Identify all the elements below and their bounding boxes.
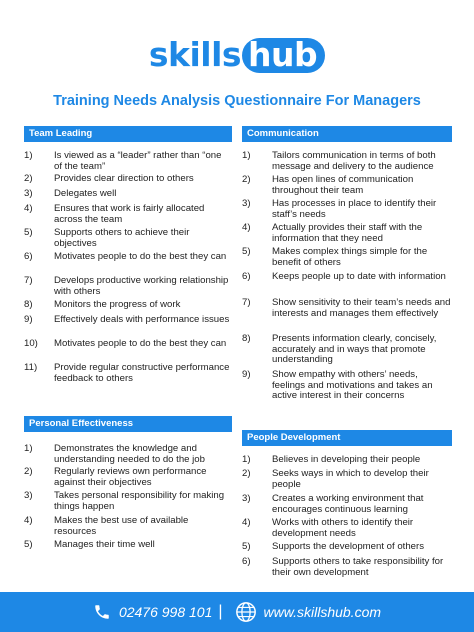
item-number: 5) bbox=[242, 246, 251, 257]
list-item bbox=[242, 370, 452, 406]
list-item bbox=[24, 174, 232, 189]
item-number: 7) bbox=[242, 297, 251, 308]
item-text: Actually provides their staff with the information that they need bbox=[272, 222, 423, 244]
item-text: Regularly reviews own performance against their objectives bbox=[54, 466, 207, 488]
item-text: Develops productive working relationship with others bbox=[54, 275, 229, 297]
item-text: Motivates people to do the best they can bbox=[54, 338, 227, 349]
item-text: Is viewed as a “leader” rather than “one of the team” bbox=[54, 150, 222, 172]
item-text: Supports the development of others bbox=[272, 541, 424, 552]
item-text: Takes personal responsibility for making things happen bbox=[54, 490, 225, 512]
list-item bbox=[242, 247, 452, 272]
globe-icon bbox=[235, 601, 257, 623]
item-text: Show sensitivity to their team’s needs and interests and manages them effectively bbox=[272, 297, 451, 319]
item-number: 4) bbox=[242, 517, 251, 528]
list-item bbox=[24, 516, 232, 540]
list-item bbox=[24, 151, 232, 174]
item-number: 6) bbox=[242, 556, 251, 567]
list-item bbox=[24, 467, 232, 491]
section-header-communication: Communication bbox=[242, 126, 452, 142]
list-item bbox=[24, 339, 232, 363]
document-title: Training Needs Analysis Questionnaire For Managers bbox=[53, 93, 421, 109]
item-number: 6) bbox=[24, 251, 33, 262]
section-header-people-development: People Development bbox=[242, 430, 452, 446]
item-text: Works with others to identify their development needs bbox=[272, 517, 414, 539]
item-number: 2) bbox=[242, 468, 251, 479]
footer-website[interactable] bbox=[235, 601, 381, 623]
list-item bbox=[242, 455, 452, 469]
item-number: 2) bbox=[24, 173, 33, 184]
item-text: Creates a working environment that encourages continuous learning bbox=[272, 493, 424, 515]
item-text: Ensures that work is fairly allocated across the team bbox=[54, 203, 205, 225]
phone-number: 02476 998 101 bbox=[118, 604, 213, 620]
item-text: Tailors communication in terms of both message and delivery to the audience bbox=[272, 150, 436, 172]
item-text: Demonstrates the knowledge and understanding needed to do the job bbox=[54, 443, 205, 465]
item-text: Provides clear direction to others bbox=[54, 173, 194, 184]
item-number: 11) bbox=[24, 362, 38, 373]
communication-list bbox=[242, 151, 452, 406]
item-number: 5) bbox=[242, 541, 251, 552]
item-number: 4) bbox=[242, 222, 251, 233]
website-url: www.skillshub.com bbox=[263, 604, 382, 620]
item-number: 4) bbox=[24, 203, 33, 214]
list-item bbox=[242, 175, 452, 199]
item-number: 9) bbox=[24, 314, 33, 325]
people-development-list bbox=[242, 455, 452, 581]
list-item bbox=[24, 444, 232, 467]
list-item bbox=[24, 252, 232, 276]
item-number: 10) bbox=[24, 338, 38, 349]
item-number: 1) bbox=[24, 443, 33, 454]
personal-effectiveness-list bbox=[24, 444, 232, 555]
item-text: Provide regular constructive performance feedback to others bbox=[54, 362, 230, 384]
item-number: 1) bbox=[24, 150, 33, 161]
item-number: 5) bbox=[24, 227, 33, 238]
item-number: 4) bbox=[24, 515, 33, 526]
skillshub-logo bbox=[0, 35, 474, 74]
item-number: 3) bbox=[24, 490, 33, 501]
item-text: Keeps people up to date with information bbox=[272, 271, 446, 282]
list-item bbox=[242, 223, 452, 247]
item-text: Supports others to achieve their objectives bbox=[54, 227, 190, 249]
list-item bbox=[24, 204, 232, 228]
list-item bbox=[24, 315, 232, 339]
list-item bbox=[24, 491, 232, 516]
list-item bbox=[242, 542, 452, 557]
logo-hub-badge: hub bbox=[242, 38, 325, 73]
item-text: Seeks ways in which to develop their people bbox=[272, 468, 429, 490]
item-text: Believes in developing their people bbox=[272, 454, 421, 465]
list-item bbox=[242, 151, 452, 175]
list-item bbox=[242, 272, 452, 298]
item-text: Makes complex things simple for the benefit of others bbox=[272, 246, 428, 268]
item-number: 1) bbox=[242, 454, 251, 465]
item-number: 2) bbox=[242, 174, 251, 185]
item-text: Has open lines of communication throughout their team bbox=[272, 174, 414, 196]
footer-bar bbox=[0, 592, 474, 632]
list-item bbox=[24, 363, 232, 387]
logo-skills: skills bbox=[148, 35, 242, 74]
item-text: Supports others to take responsibility for their own development bbox=[272, 556, 444, 578]
item-text: Show empathy with others’ needs, feelings and motivations and takes an active interest in their concerns bbox=[272, 369, 433, 402]
item-text: Has processes in place to identify their staff’s needs bbox=[272, 198, 437, 220]
item-number: 7) bbox=[24, 275, 33, 286]
list-item bbox=[242, 298, 452, 334]
list-item bbox=[242, 557, 452, 581]
item-number: 6) bbox=[242, 271, 251, 282]
list-item bbox=[24, 189, 232, 204]
list-item bbox=[242, 518, 452, 542]
list-item bbox=[24, 300, 232, 315]
item-text: Manages their time well bbox=[54, 539, 155, 550]
list-item bbox=[242, 469, 452, 494]
footer-phone[interactable] bbox=[93, 603, 212, 621]
section-header-personal-effectiveness: Personal Effectiveness bbox=[24, 416, 232, 432]
item-text: Motivates people to do the best they can bbox=[54, 251, 227, 262]
list-item bbox=[24, 228, 232, 252]
list-item bbox=[24, 540, 232, 555]
item-number: 1) bbox=[242, 150, 251, 161]
phone-icon bbox=[93, 603, 111, 621]
item-text: Effectively deals with performance issues bbox=[54, 314, 230, 325]
list-item bbox=[24, 276, 232, 300]
item-number: 5) bbox=[24, 539, 33, 550]
item-number: 8) bbox=[24, 299, 33, 310]
list-item bbox=[242, 334, 452, 370]
list-item bbox=[242, 199, 452, 223]
item-text: Makes the best use of available resources bbox=[54, 515, 189, 537]
footer-separator: | bbox=[218, 603, 223, 620]
item-text: Monitors the progress of work bbox=[54, 299, 181, 310]
logo-wordmark bbox=[148, 35, 325, 74]
item-number: 3) bbox=[242, 198, 251, 209]
item-number: 2) bbox=[24, 466, 33, 477]
team-leading-list bbox=[24, 151, 232, 387]
item-number: 9) bbox=[242, 369, 251, 380]
item-number: 3) bbox=[242, 493, 251, 504]
list-item bbox=[242, 494, 452, 518]
item-text: Presents information clearly, concisely, accurately and in ways that promote understanding bbox=[272, 333, 437, 366]
item-number: 8) bbox=[242, 333, 251, 344]
item-text: Delegates well bbox=[54, 188, 117, 199]
section-header-team-leading: Team Leading bbox=[24, 126, 232, 142]
item-number: 3) bbox=[24, 188, 33, 199]
